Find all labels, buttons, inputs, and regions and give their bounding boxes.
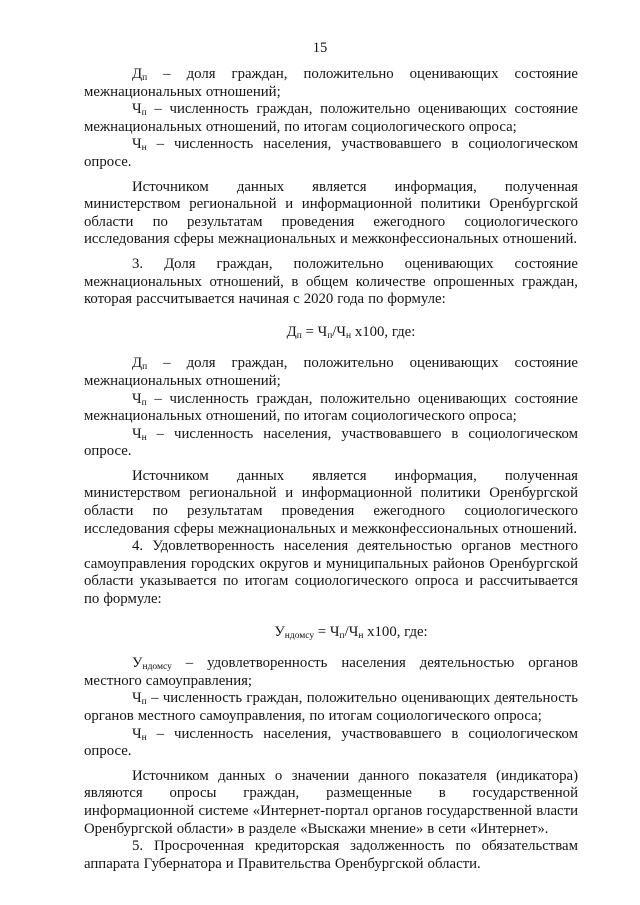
formula-2: $У_{ндомсу} = Ч_п/Ч_н$ х100, где: [274, 623, 428, 641]
definition-ch-n: $Ч_н$ – численность населения, участвовавшего в социологическом опросе. [84, 136, 578, 170]
source-paragraph-1: Источником данных является информация, полученная министерством региональной и информационной политики Оренбургской области по результатам проведения ежегодного социологического исследования сферы межнациональных и межконфессиональных отношений. [84, 178, 578, 248]
formula-1: $Д_п = Ч_п/Ч_н$ х100, где: [286, 323, 416, 341]
source-paragraph-3: Источником данных о значении данного показателя (индикатора) являются опросы граждан, размещенные в государственной информационной системе «Интернет-портал органов государственной власти Оренбургской области» в разделе «Выскажи мнение» в сети «Интернет». [84, 767, 578, 837]
document-body [84, 66, 578, 873]
definition-ch-p: $Ч_п$ – численность граждан, положительно оценивающих состояние межнациональных отношений, по итогам социологического опроса; [84, 101, 578, 135]
definition-u-ndomsu: $У_{ндомсу}$ – удовлетворенность населения деятельностью органов местного самоуправления; [84, 655, 578, 689]
definition-d-p-2: $Д_п$ – доля граждан, положительно оценивающих состояние межнациональных отношений; [84, 355, 578, 389]
definition-ch-n-3: $Ч_н$ – численность населения, участвовавшего в социологическом опросе. [84, 725, 578, 760]
definition-ch-p-3: $Ч_п$ – численность граждан, положительно оценивающих деятельность органов местного самоуправления, по итогам социологического опроса; [84, 690, 578, 724]
item-4-paragraph: 4. Удовлетворенность населения деятельностью органов местного самоуправления городских округов и муниципальных районов Оренбургской области указывается по итогам социологического опроса и рассчитывается по формуле: [84, 538, 578, 608]
definition-ch-n-2: $Ч_н$ – численность населения, участвовавшего в социологическом опросе. [84, 425, 578, 460]
definition-ch-p-2: $Ч_п$ – численность граждан, положительно оценивающих состояние межнациональных отношений, по итогам социологического опроса; [84, 390, 578, 425]
item-5-paragraph: 5. Просроченная кредиторская задолженность по обязательствам аппарата Губернатора и Правительства Оренбургской области. [84, 838, 578, 872]
page-number: 15 [312, 40, 328, 56]
definition-d-p: $Д_п$ – доля граждан, положительно оценивающих состояние межнациональных отношений; [84, 66, 578, 100]
source-paragraph-2: Источником данных является информация, полученная министерством региональной и информационной политики Оренбургской области по результатам проведения ежегодного социологического исследования сферы межнациональных и межконфессиональных отношений. [84, 467, 578, 537]
item-3-paragraph: 3. Доля граждан, положительно оценивающих состояние межнациональных отношений, в общем количестве опрошенных граждан, которая рассчитывается начиная с 2020 года по формуле: [84, 255, 578, 308]
